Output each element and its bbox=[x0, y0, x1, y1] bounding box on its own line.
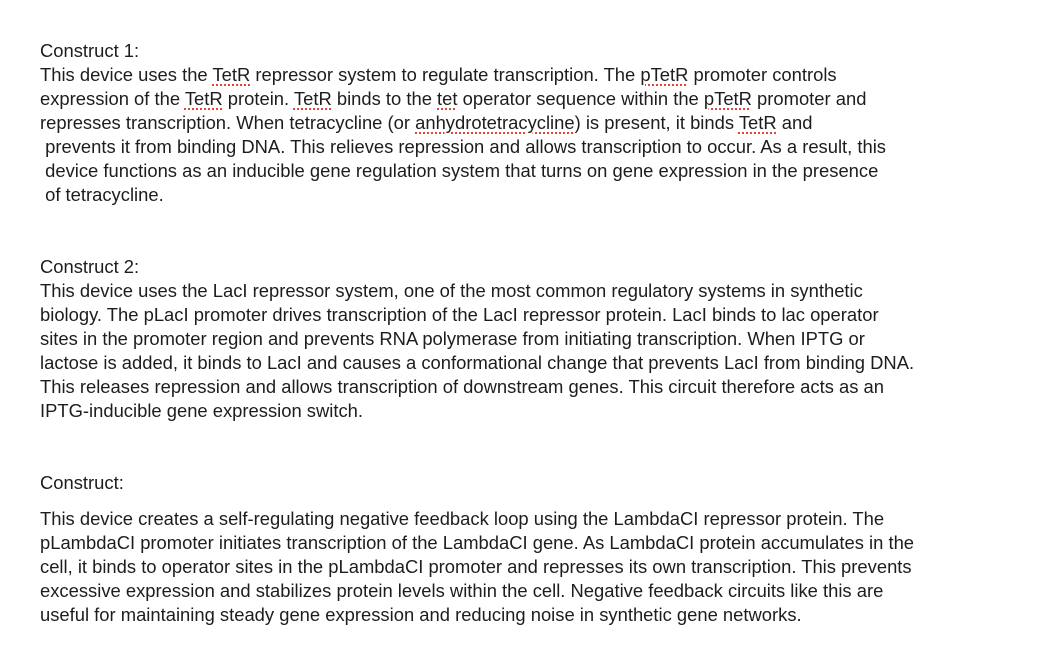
text-run: protein. bbox=[222, 88, 294, 109]
construct-3-line bbox=[40, 507, 884, 531]
construct-1-line bbox=[40, 111, 812, 135]
construct-3-heading: Construct: bbox=[40, 472, 124, 493]
spellcheck-word: TetR bbox=[184, 88, 223, 109]
spellcheck-word: pTetR bbox=[703, 88, 752, 109]
text-run: lactose is added, it binds to LacI and causes a conformational change that prevents LacI from binding DNA. bbox=[40, 352, 915, 373]
construct-1-line bbox=[40, 159, 878, 183]
spellcheck-word: TetR bbox=[738, 112, 777, 133]
construct-2-line bbox=[40, 351, 914, 375]
text-run: prevents it from binding DNA. This relieves repression and allows transcription to occur. As a result, this bbox=[40, 136, 887, 157]
text-run: sites in the promoter region and prevents RNA polymerase from initiating transcription. When IPTG or bbox=[40, 328, 865, 349]
text-run: useful for maintaining steady gene expression and reducing noise in synthetic gene networks. bbox=[40, 604, 802, 625]
text-run: of tetracycline. bbox=[40, 184, 164, 205]
text-run: biology. The pLacI promoter drives transcription of the LacI repressor protein. LacI binds to lac operator bbox=[40, 304, 879, 325]
construct-2-line bbox=[40, 303, 879, 327]
text-run: This releases repression and allows transcription of downstream genes. This circuit therefore acts as an bbox=[40, 376, 884, 397]
spellcheck-word: TetR bbox=[293, 88, 332, 109]
text-run: This device uses the LacI repressor system, one of the most common regulatory systems in synthetic bbox=[40, 280, 863, 301]
text-run: IPTG-inducible gene expression switch. bbox=[40, 400, 364, 421]
construct-3-line bbox=[40, 579, 883, 603]
text-run: promoter controls bbox=[688, 64, 837, 85]
text-run: binds to the bbox=[331, 88, 438, 109]
construct-2-line bbox=[40, 327, 865, 351]
construct-2-line bbox=[40, 399, 363, 423]
construct-2-heading: Construct 2: bbox=[40, 256, 140, 277]
construct-3-line bbox=[40, 531, 914, 555]
construct-3-line bbox=[40, 555, 912, 579]
spellcheck-word: anhydrotetracycline bbox=[415, 112, 575, 133]
spellcheck-word: TetR bbox=[212, 64, 251, 85]
text-run: This device uses the bbox=[40, 64, 213, 85]
construct-3-line bbox=[40, 603, 802, 627]
construct-1-line bbox=[40, 63, 837, 87]
text-run: operator sequence within the bbox=[457, 88, 704, 109]
text-run: This device creates a self-regulating negative feedback loop using the LambdaCI repressor protein. The bbox=[40, 508, 885, 529]
construct-1-heading: Construct 1: bbox=[40, 40, 140, 61]
text-run: repressor system to regulate transcription. The bbox=[250, 64, 641, 85]
construct-2-line bbox=[40, 375, 884, 399]
spellcheck-word: pTetR bbox=[640, 64, 689, 85]
text-run: excessive expression and stabilizes protein levels within the cell. Negative feedback circuits like this are bbox=[40, 580, 884, 601]
text-run: represses transcription. When tetracycline (or bbox=[40, 112, 416, 133]
text-run: ) is present, it binds bbox=[574, 112, 739, 133]
text-run: expression of the bbox=[40, 88, 185, 109]
text-run: device functions as an inducible gene regulation system that turns on gene expression in the presence bbox=[40, 160, 879, 181]
text-run: and bbox=[776, 112, 813, 133]
construct-1-line bbox=[40, 135, 886, 159]
text-run: promoter and bbox=[751, 88, 867, 109]
text-run: pLambdaCI promoter initiates transcription of the LambdaCI gene. As LambdaCI protein accumulates in the bbox=[40, 532, 915, 553]
construct-1-line bbox=[40, 183, 164, 207]
text-run: cell, it binds to operator sites in the pLambdaCI promoter and represses its own transcription. This prevents bbox=[40, 556, 912, 577]
construct-1-line bbox=[40, 87, 866, 111]
construct-2-line bbox=[40, 279, 863, 303]
spellcheck-word: tet bbox=[437, 88, 458, 109]
